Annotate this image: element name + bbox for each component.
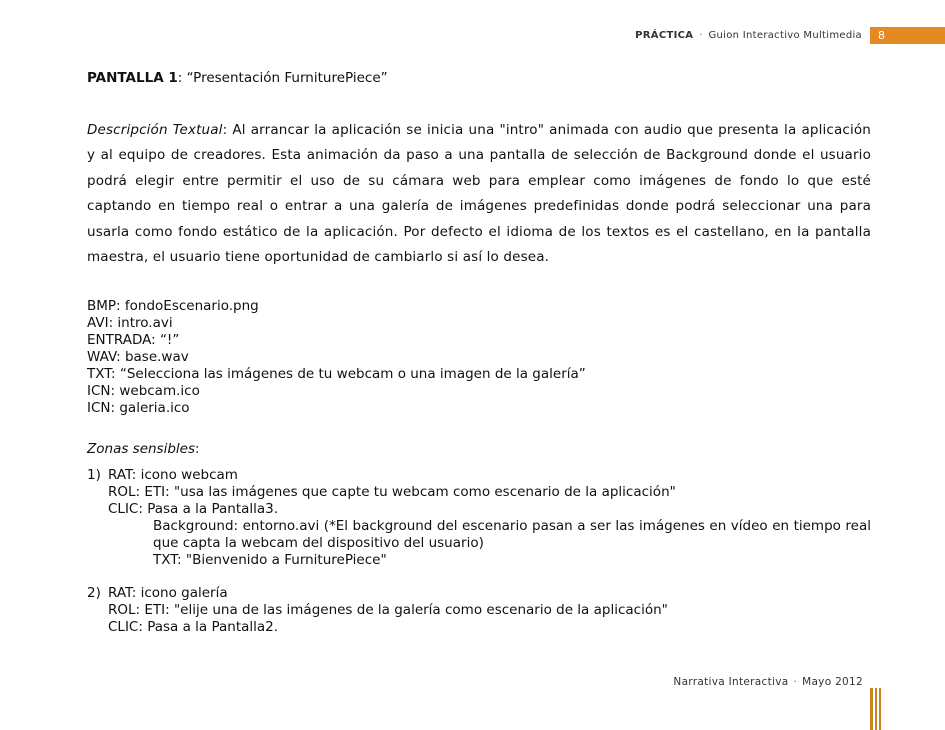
description-paragraph bbox=[87, 118, 871, 270]
zone-number: 1) bbox=[87, 467, 101, 483]
footer-separator: · bbox=[793, 676, 798, 688]
zone-background: Background: entorno.avi (*El background del escenario pasan a ser las imágenes en vídeo en tiempo real que capta la webcam del dispositivo del usuario) bbox=[153, 518, 871, 551]
asset-item: ICN: galeria.ico bbox=[87, 400, 190, 416]
zones-heading-suffix: : bbox=[195, 441, 200, 457]
description-text: : Al arrancar la aplicación se inicia una "intro" animada con audio que presenta la aplicación y al equipo de creadores. Esta animación da paso a una pantalla de selección de Background donde el usuario podrá elegir entre permitir el uso de su cámara web para emplear como imágenes de fondo lo que esté captando en tiempo real o entrar a una galería de imágenes predefinidas donde podrá seleccionar una para usarla como fondo estático de la aplicación. Por defecto el idioma de los textos es el castellano, en la pantalla maestra, el usuario tiene oportunidad de cambiarlo si así lo desea. bbox=[87, 122, 871, 266]
decorative-bar bbox=[875, 688, 877, 730]
screen-title-label: PANTALLA 1 bbox=[87, 70, 178, 86]
description-label: Descripción Textual bbox=[87, 122, 223, 138]
decorative-bar bbox=[870, 688, 873, 730]
screen-title-text: : “Presentación FurniturePiece” bbox=[177, 70, 388, 86]
asset-item: BMP: fondoEscenario.png bbox=[87, 298, 259, 314]
zone-rat-text: RAT: icono galería bbox=[108, 585, 228, 601]
zone-rol: ROL: ETI: "usa las imágenes que capte tu webcam como escenario de la aplicación" bbox=[108, 484, 676, 500]
asset-item: AVI: intro.avi bbox=[87, 315, 173, 331]
zone-rat bbox=[87, 585, 871, 602]
screen-title bbox=[87, 70, 388, 86]
zone-number: 2) bbox=[87, 585, 101, 601]
header-separator: · bbox=[699, 30, 703, 41]
zone-rat-text: RAT: icono webcam bbox=[108, 467, 238, 483]
zone-clic: CLIC: Pasa a la Pantalla3. bbox=[108, 501, 279, 517]
zone-txt: TXT: "Bienvenido a FurniturePiece" bbox=[153, 552, 387, 568]
zones-heading-label: Zonas sensibles bbox=[87, 441, 195, 457]
asset-list bbox=[87, 298, 586, 417]
decorative-bar bbox=[879, 688, 881, 730]
asset-item: WAV: base.wav bbox=[87, 349, 189, 365]
footer-date: Mayo 2012 bbox=[802, 676, 863, 688]
asset-item: ENTRADA: “!” bbox=[87, 332, 180, 348]
asset-item: ICN: webcam.ico bbox=[87, 383, 200, 399]
zone-rat bbox=[87, 467, 871, 484]
zone-clic: CLIC: Pasa a la Pantalla2. bbox=[108, 619, 279, 635]
footer-decorative-bars bbox=[870, 688, 882, 730]
header-document-title: Guion Interactivo Multimedia bbox=[708, 30, 862, 41]
header-section: PRÁCTICA bbox=[635, 30, 694, 41]
zone-item-1 bbox=[87, 467, 871, 569]
asset-item: TXT: “Selecciona las imágenes de tu webcam o una imagen de la galería” bbox=[87, 366, 586, 382]
zone-item-2 bbox=[87, 585, 871, 636]
zone-rol: ROL: ETI: "elije una de las imágenes de la galería como escenario de la aplicación" bbox=[108, 602, 668, 618]
page-number-badge: 8 bbox=[870, 27, 945, 44]
footer-course: Narrativa Interactiva bbox=[673, 676, 789, 688]
page-footer bbox=[673, 676, 863, 688]
zones-heading bbox=[87, 441, 200, 457]
page-header bbox=[635, 27, 945, 44]
